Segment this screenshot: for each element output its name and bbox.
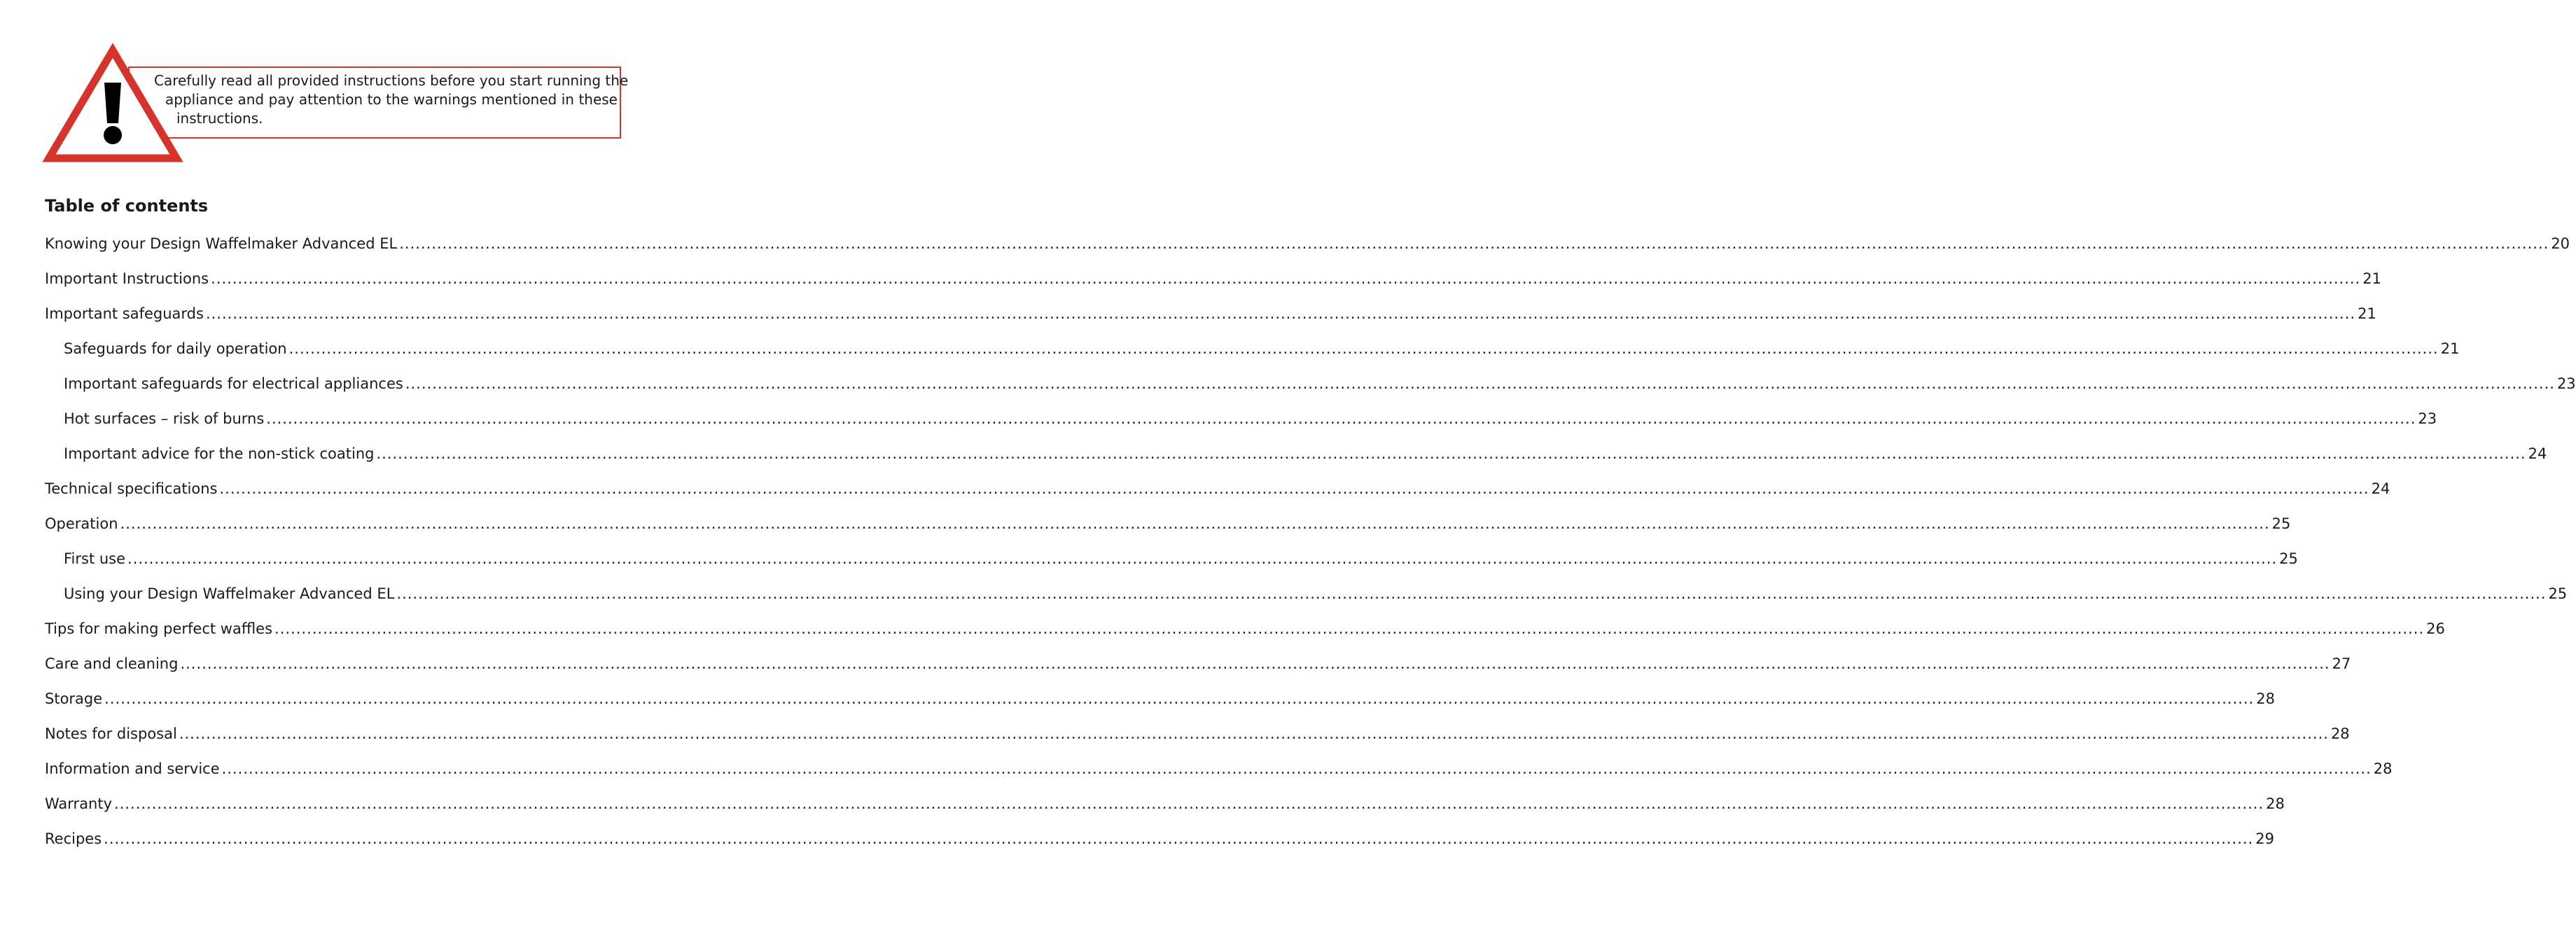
toc-entry[interactable]	[45, 583, 2568, 618]
toc-entry[interactable]	[45, 828, 2274, 863]
toc-entry-label: Operation	[45, 515, 118, 532]
toc-entry-label: Important advice for the non-stick coating	[64, 445, 375, 462]
toc-entry-page: 25	[2279, 550, 2298, 567]
toc-entry-label: First use	[64, 550, 126, 567]
toc-entry-page: 20	[2551, 235, 2570, 252]
toc-dot-leader: ................................................................................................................................................................................................................................................................................................................................................................................................................	[274, 620, 2425, 637]
toc-entry-label: Storage	[45, 690, 103, 707]
toc-dot-leader: ................................................................................................................................................................................................................................................................................................................................................................................................................	[114, 795, 2264, 812]
toc-entry[interactable]	[45, 793, 2285, 828]
toc-dot-leader: ................................................................................................................................................................................................................................................................................................................................................................................................................	[180, 655, 2330, 672]
toc-dot-leader: ................................................................................................................................................................................................................................................................................................................................................................................................................	[205, 305, 2356, 322]
toc-list	[45, 232, 2576, 863]
toc-entry-page: 23	[2556, 375, 2576, 392]
toc-entry[interactable]	[45, 513, 2291, 548]
toc-entry-page: 28	[2266, 795, 2285, 812]
toc-entry[interactable]	[45, 267, 2381, 302]
toc-entry-page: 27	[2332, 655, 2351, 672]
warning-line-1: Carefully read all provided instructions before you start running the	[154, 72, 629, 89]
toc-entry-label: Care and cleaning	[45, 655, 179, 672]
toc-entry-label: Knowing your Design Waffelmaker Advanced EL	[45, 235, 398, 252]
toc-entry[interactable]	[45, 302, 2376, 337]
toc-dot-leader: ................................................................................................................................................................................................................................................................................................................................................................................................................	[221, 760, 2372, 777]
toc-entry-label: Warranty	[45, 795, 113, 812]
toc-entry-page: 24	[2528, 445, 2547, 462]
toc-entry-page: 26	[2426, 620, 2445, 637]
toc-dot-leader: ................................................................................................................................................................................................................................................................................................................................................................................................................	[127, 550, 2278, 567]
toc-entry-label: Technical specifications	[45, 480, 218, 497]
warning-text	[154, 71, 629, 128]
toc-entry[interactable]	[45, 442, 2547, 478]
toc-dot-leader: ................................................................................................................................................................................................................................................................................................................................................................................................................	[211, 270, 2361, 287]
toc-entry-page: 29	[2255, 830, 2274, 847]
toc-entry[interactable]	[45, 618, 2445, 653]
toc-entry-label: Tips for making perfect waffles	[45, 620, 273, 637]
toc-entry-page: 25	[2271, 515, 2291, 532]
toc-entry[interactable]	[45, 688, 2276, 723]
toc-entry-page: 21	[2440, 340, 2460, 357]
toc-entry[interactable]	[45, 372, 2576, 407]
toc-entry-page: 28	[2256, 690, 2276, 707]
toc-entry[interactable]	[45, 723, 2350, 758]
toc-dot-leader: ................................................................................................................................................................................................................................................................................................................................................................................................................	[396, 585, 2547, 602]
toc-entry[interactable]	[45, 407, 2437, 442]
toc-entry-label: Notes for disposal	[45, 725, 177, 742]
warning-line-3: instructions.	[176, 110, 263, 127]
toc-dot-leader: ................................................................................................................................................................................................................................................................................................................................................................................................................	[399, 235, 2549, 252]
toc-entry-label: Important safeguards	[45, 305, 204, 322]
toc-entry-page: 23	[2418, 410, 2437, 427]
toc-dot-leader: ................................................................................................................................................................................................................................................................................................................................................................................................................	[288, 340, 2439, 357]
warning-line-2: appliance and pay attention to the warnings mentioned in these	[165, 91, 618, 108]
toc-dot-leader: ................................................................................................................................................................................................................................................................................................................................................................................................................	[405, 375, 2555, 392]
toc-entry-label: Recipes	[45, 830, 102, 847]
toc-entry-page: 28	[2373, 760, 2393, 777]
toc-dot-leader: ................................................................................................................................................................................................................................................................................................................................................................................................................	[376, 445, 2526, 462]
toc-entry-page: 24	[2371, 480, 2390, 497]
toc-entry-page: 21	[2358, 305, 2376, 322]
toc-entry[interactable]	[45, 758, 2393, 793]
toc-title: Table of contents	[45, 196, 209, 216]
toc-entry-label: Important safeguards for electrical appliances	[64, 375, 403, 392]
toc-entry-label: Information and service	[45, 760, 220, 777]
toc-dot-leader: ................................................................................................................................................................................................................................................................................................................................................................................................................	[266, 410, 2416, 427]
toc-dot-leader: ................................................................................................................................................................................................................................................................................................................................................................................................................	[104, 830, 2254, 847]
toc-entry-page: 25	[2548, 585, 2568, 602]
toc-entry[interactable]	[45, 548, 2298, 583]
toc-entry-page: 28	[2330, 725, 2350, 742]
toc-entry-page: 21	[2362, 270, 2381, 287]
toc-entry[interactable]	[45, 653, 2351, 688]
toc-dot-leader: ................................................................................................................................................................................................................................................................................................................................................................................................................	[104, 690, 2255, 707]
toc-dot-leader: ................................................................................................................................................................................................................................................................................................................................................................................................................	[120, 515, 2270, 532]
toc-dot-leader: ................................................................................................................................................................................................................................................................................................................................................................................................................	[179, 725, 2329, 742]
toc-entry-label: Safeguards for daily operation	[64, 340, 287, 357]
toc-entry-label: Using your Design Waffelmaker Advanced EL	[64, 585, 395, 602]
toc-entry[interactable]	[45, 232, 2570, 267]
toc-entry[interactable]	[45, 337, 2460, 372]
toc-entry-label: Hot surfaces – risk of burns	[64, 410, 265, 427]
toc-entry[interactable]	[45, 478, 2390, 513]
toc-dot-leader: ................................................................................................................................................................................................................................................................................................................................................................................................................	[219, 480, 2369, 497]
toc-entry-label: Important Instructions	[45, 270, 209, 287]
